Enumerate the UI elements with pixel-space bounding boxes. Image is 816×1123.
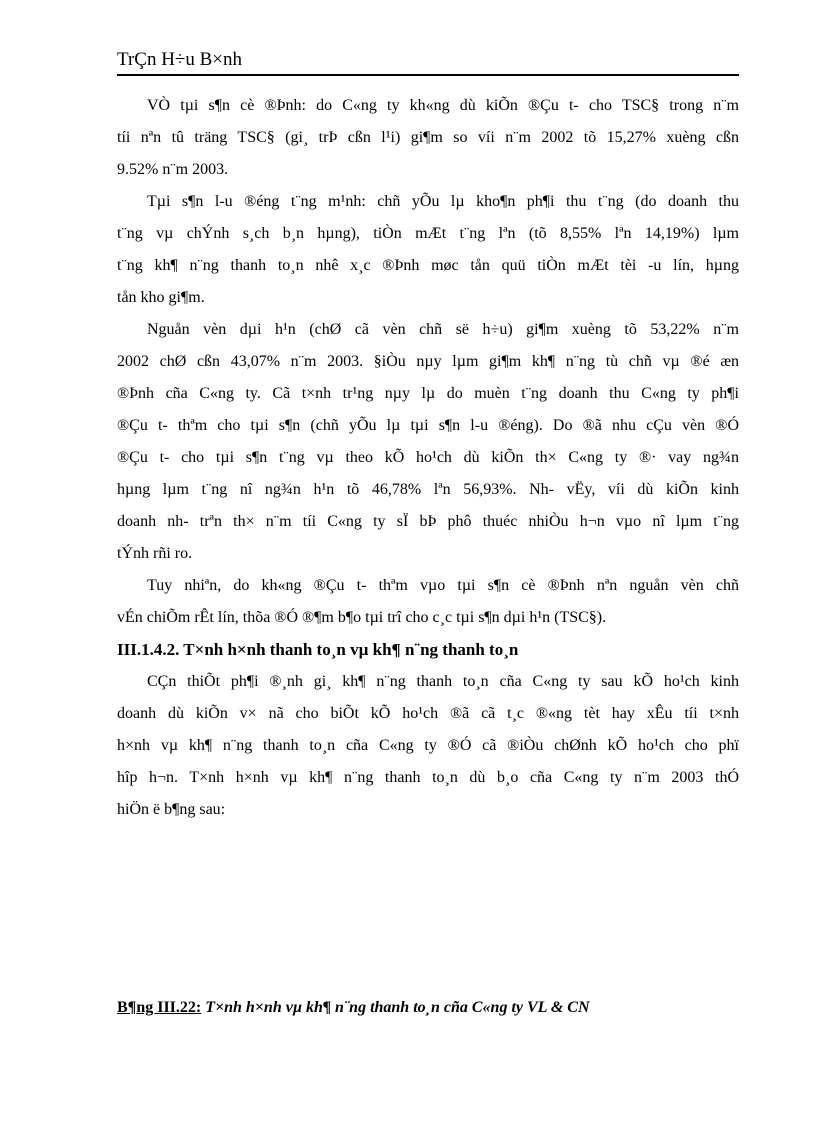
text-line: hµng lµm t¨ng nî ng¾n h¹n tõ 46,78% lªn 56,93%. Nh- vËy, víi dù kiÕn kinh bbox=[117, 481, 739, 498]
text-line: Tµi s¶n l-u ®éng t¨ng m¹nh: chñ yÕu lµ kho¶n ph¶i thu t¨ng (do doanh thu bbox=[147, 193, 739, 210]
text-line: doanh dù kiÕn v× nã cho biÕt kÕ ho¹ch ®ã cã t¸c ®«ng tèt hay xÊu tíi t×nh bbox=[117, 705, 739, 722]
paragraph-however bbox=[117, 570, 739, 634]
text-line: tån kho gi¶m. bbox=[117, 289, 205, 306]
document-body bbox=[117, 90, 739, 826]
table-caption-text: T×nh h×nh vµ kh¶ n¨ng thanh to¸n cña C«ng ty VL & CN bbox=[201, 999, 590, 1016]
text-line: Nguån vèn dµi h¹n (chØ cã vèn chñ së h÷u) gi¶m xuèng tõ 53,22% n¨m bbox=[147, 321, 739, 338]
text-line: tíi nªn tû träng TSC§ (gi¸ trÞ cßn l¹i) gi¶m so víi n¨m 2002 tõ 15,27% xuèng cßn bbox=[117, 129, 739, 146]
text-line: vÉn chiÕm rÊt lín, thõa ®Ó ®¶m b¶o tµi trî cho c¸c tµi s¶n dµi h¹n (TSC§). bbox=[117, 609, 607, 626]
paragraph-payment-situation bbox=[117, 666, 739, 826]
text-line: 2002 chØ cßn 43,07% n¨m 2003. §iÒu nµy lµm gi¶m kh¶ n¨ng tù chñ vµ ®é æn bbox=[117, 353, 739, 370]
text-line: Tuy nhiªn, do kh«ng ®Çu t- thªm vµo tµi s¶n cè ®Þnh nªn nguån vèn chñ bbox=[147, 577, 739, 594]
text-line: doanh nh- trªn th× n¨m tíi C«ng ty sÏ bÞ phô thuéc nhiÒu h¬n vµo nî lµm t¨ng bbox=[117, 513, 739, 530]
text-line: ®Þnh cña C«ng ty. Cã t×nh tr¹ng nµy lµ do muèn t¨ng doanh thu C«ng ty ph¶i bbox=[117, 385, 739, 402]
text-line: ®Çu t- cho tµi s¶n t¨ng vµ theo kÕ ho¹ch dù kiÕn th× C«ng ty ®· vay ng¾n bbox=[117, 449, 739, 466]
text-line: hîp h¬n. T×nh h×nh vµ kh¶ n¨ng thanh to¸n dù b¸o cña C«ng ty n¨m 2003 thÓ bbox=[117, 769, 739, 786]
text-line: t¨ng kh¶ n¨ng thanh to¸n nhê x¸c ®Þnh møc tån quü tiÒn mÆt tèi -u lín, hµng bbox=[117, 257, 739, 274]
text-line: 9.52% n¨m 2003. bbox=[117, 161, 229, 178]
header-author-name: TrÇn H÷u B×nh bbox=[117, 49, 242, 70]
text-line: hiÖn ë b¶ng sau: bbox=[117, 801, 226, 818]
text-line: tÝnh rñi ro. bbox=[117, 545, 193, 562]
paragraph-current-assets bbox=[117, 186, 739, 314]
paragraph-long-term-capital bbox=[117, 314, 739, 570]
table-caption bbox=[117, 996, 590, 1020]
table-caption-label: B¶ng III.22: bbox=[117, 999, 202, 1016]
text-line: ®Çu t- thªm cho tµi s¶n (chñ yÕu lµ tµi s¶n l-u ®éng). Do ®ã nhu cÇu vèn ®Ó bbox=[117, 417, 739, 434]
text-line: VÒ tµi s¶n cè ®Þnh: do C«ng ty kh«ng dù kiÕn ®Çu t- cho TSC§ trong n¨m bbox=[147, 97, 739, 114]
text-line: h×nh vµ kh¶ n¨ng thanh to¸n cña C«ng ty ®Ó cã ®iÒu chØnh kÕ ho¹ch cho phï bbox=[117, 737, 739, 754]
section-heading: III.1.4.2. T×nh h×nh thanh to¸n vµ kh¶ n¨ng thanh to¸n bbox=[117, 640, 519, 659]
text-line: t¨ng vµ chÝnh s¸ch b¸n hµng), tiÒn mÆt t¨ng lªn (tõ 8,55% lªn 14,19%) lµm bbox=[117, 225, 739, 242]
paragraph-fixed-assets bbox=[117, 90, 739, 186]
text-line: CÇn thiÕt ph¶i ®¸nh gi¸ kh¶ n¨ng thanh to¸n cña C«ng ty sau kÕ ho¹ch kinh bbox=[147, 673, 739, 690]
page-header bbox=[117, 48, 739, 76]
